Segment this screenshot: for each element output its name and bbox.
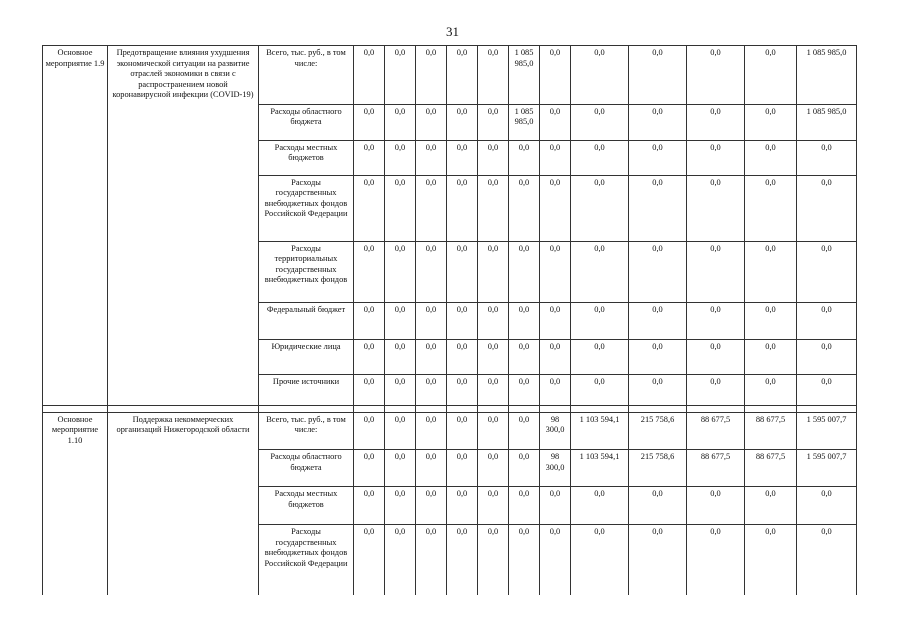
value-cell: 0,0 xyxy=(385,525,416,595)
value-cell: 0,0 xyxy=(385,450,416,487)
value-cell: 0,0 xyxy=(478,104,509,140)
value-cell: 0,0 xyxy=(447,339,478,374)
value-cell: 0,0 xyxy=(509,175,540,241)
value-cell: 0,0 xyxy=(745,302,797,339)
funding-source-cell: Всего, тыс. руб., в том числе: xyxy=(259,46,354,105)
value-cell: 0,0 xyxy=(540,241,571,302)
event-name-cell xyxy=(108,525,259,595)
value-cell: 0,0 xyxy=(571,175,629,241)
event-name-cell: Поддержка некоммерческих организаций Нижегородской области xyxy=(108,412,259,450)
value-cell: 0,0 xyxy=(478,450,509,487)
value-cell: 1 085 985,0 xyxy=(509,46,540,105)
funding-source-cell: Расходы государственных внебюджетных фондов Российской Федерации xyxy=(259,175,354,241)
event-name-cell xyxy=(108,175,259,241)
value-cell: 0,0 xyxy=(354,487,385,525)
table-row xyxy=(43,487,857,525)
event-cell xyxy=(43,487,108,525)
value-cell: 0,0 xyxy=(354,302,385,339)
value-cell: 0,0 xyxy=(478,412,509,450)
value-cell: 0,0 xyxy=(687,241,745,302)
funding-source-cell: Расходы местных бюджетов xyxy=(259,140,354,175)
value-cell: 0,0 xyxy=(416,450,447,487)
value-cell: 0,0 xyxy=(797,525,857,595)
value-cell: 1 085 985,0 xyxy=(797,46,857,105)
value-cell: 0,0 xyxy=(687,525,745,595)
value-cell: 88 677,5 xyxy=(687,412,745,450)
value-cell: 0,0 xyxy=(509,487,540,525)
table-row xyxy=(43,525,857,595)
value-cell: 0,0 xyxy=(571,302,629,339)
value-cell: 0,0 xyxy=(571,241,629,302)
value-cell: 0,0 xyxy=(745,140,797,175)
value-cell: 0,0 xyxy=(354,104,385,140)
value-cell: 0,0 xyxy=(478,140,509,175)
value-cell: 0,0 xyxy=(745,175,797,241)
value-cell: 1 085 985,0 xyxy=(509,104,540,140)
event-name-cell xyxy=(108,104,259,140)
value-cell: 88 677,5 xyxy=(687,450,745,487)
value-cell: 0,0 xyxy=(447,450,478,487)
event-name-cell xyxy=(108,450,259,487)
value-cell: 0,0 xyxy=(540,46,571,105)
event-cell xyxy=(43,374,108,405)
value-cell: 1 103 594,1 xyxy=(571,450,629,487)
value-cell: 0,0 xyxy=(629,241,687,302)
event-cell: Основное мероприятие 1.10 xyxy=(43,412,108,450)
value-cell: 0,0 xyxy=(416,104,447,140)
event-name-cell xyxy=(108,339,259,374)
block-separator xyxy=(43,405,857,412)
value-cell: 0,0 xyxy=(687,140,745,175)
event-name-cell xyxy=(108,241,259,302)
value-cell: 215 758,6 xyxy=(629,412,687,450)
event-cell: Основное мероприятие 1.9 xyxy=(43,46,108,105)
value-cell: 0,0 xyxy=(745,374,797,405)
funding-source-cell: Прочие источники xyxy=(259,374,354,405)
value-cell: 0,0 xyxy=(687,487,745,525)
value-cell: 0,0 xyxy=(797,339,857,374)
value-cell: 0,0 xyxy=(540,302,571,339)
value-cell: 0,0 xyxy=(509,339,540,374)
value-cell: 1 595 007,7 xyxy=(797,412,857,450)
value-cell: 0,0 xyxy=(797,374,857,405)
event-name-cell xyxy=(108,487,259,525)
funding-source-cell: Расходы местных бюджетов xyxy=(259,487,354,525)
value-cell: 0,0 xyxy=(447,487,478,525)
event-cell xyxy=(43,450,108,487)
value-cell: 88 677,5 xyxy=(745,450,797,487)
value-cell: 98 300,0 xyxy=(540,412,571,450)
value-cell: 1 085 985,0 xyxy=(797,104,857,140)
value-cell: 0,0 xyxy=(629,487,687,525)
event-cell xyxy=(43,104,108,140)
value-cell: 0,0 xyxy=(385,412,416,450)
value-cell: 0,0 xyxy=(797,175,857,241)
funding-source-cell: Юридические лица xyxy=(259,339,354,374)
value-cell: 0,0 xyxy=(447,525,478,595)
value-cell: 0,0 xyxy=(354,46,385,105)
value-cell: 0,0 xyxy=(416,339,447,374)
program-budget-table xyxy=(42,45,857,595)
value-cell: 0,0 xyxy=(540,374,571,405)
event-name-cell xyxy=(108,140,259,175)
value-cell: 1 103 594,1 xyxy=(571,412,629,450)
value-cell: 0,0 xyxy=(571,487,629,525)
value-cell: 0,0 xyxy=(478,175,509,241)
table-row xyxy=(43,241,857,302)
table-row xyxy=(43,339,857,374)
value-cell: 0,0 xyxy=(540,525,571,595)
value-cell: 0,0 xyxy=(571,104,629,140)
funding-source-cell: Всего, тыс. руб., в том числе: xyxy=(259,412,354,450)
value-cell: 0,0 xyxy=(571,374,629,405)
value-cell: 0,0 xyxy=(571,339,629,374)
page-number: 31 xyxy=(446,24,459,39)
value-cell: 0,0 xyxy=(478,302,509,339)
table-row xyxy=(43,450,857,487)
value-cell: 0,0 xyxy=(354,140,385,175)
value-cell: 0,0 xyxy=(509,412,540,450)
value-cell: 0,0 xyxy=(447,46,478,105)
value-cell: 0,0 xyxy=(416,46,447,105)
value-cell: 0,0 xyxy=(629,140,687,175)
value-cell: 0,0 xyxy=(478,487,509,525)
value-cell: 0,0 xyxy=(509,140,540,175)
value-cell: 0,0 xyxy=(745,46,797,105)
value-cell: 0,0 xyxy=(385,46,416,105)
value-cell: 0,0 xyxy=(571,46,629,105)
value-cell: 0,0 xyxy=(416,525,447,595)
event-cell xyxy=(43,140,108,175)
value-cell: 0,0 xyxy=(797,487,857,525)
value-cell: 98 300,0 xyxy=(540,450,571,487)
value-cell: 0,0 xyxy=(540,104,571,140)
value-cell: 0,0 xyxy=(540,175,571,241)
event-name-cell xyxy=(108,374,259,405)
value-cell: 0,0 xyxy=(540,487,571,525)
funding-source-cell: Расходы государственных внебюджетных фондов Российской Федерации xyxy=(259,525,354,595)
value-cell: 0,0 xyxy=(416,374,447,405)
value-cell: 0,0 xyxy=(354,412,385,450)
value-cell: 0,0 xyxy=(385,104,416,140)
value-cell: 0,0 xyxy=(629,525,687,595)
value-cell: 0,0 xyxy=(629,339,687,374)
value-cell: 0,0 xyxy=(447,175,478,241)
value-cell: 0,0 xyxy=(687,374,745,405)
value-cell: 0,0 xyxy=(354,374,385,405)
value-cell: 0,0 xyxy=(354,339,385,374)
value-cell: 0,0 xyxy=(687,104,745,140)
value-cell: 0,0 xyxy=(416,412,447,450)
event-name-cell xyxy=(108,302,259,339)
value-cell: 0,0 xyxy=(687,302,745,339)
table-row xyxy=(43,412,857,450)
value-cell: 0,0 xyxy=(447,412,478,450)
value-cell: 0,0 xyxy=(354,175,385,241)
value-cell: 0,0 xyxy=(629,104,687,140)
event-cell xyxy=(43,175,108,241)
table-row xyxy=(43,374,857,405)
value-cell: 0,0 xyxy=(687,339,745,374)
value-cell: 0,0 xyxy=(629,46,687,105)
value-cell: 0,0 xyxy=(385,302,416,339)
value-cell: 0,0 xyxy=(385,374,416,405)
event-cell xyxy=(43,241,108,302)
value-cell: 0,0 xyxy=(478,339,509,374)
funding-source-cell: Расходы территориальных государственных внебюджетных фондов xyxy=(259,241,354,302)
value-cell: 0,0 xyxy=(416,175,447,241)
value-cell: 0,0 xyxy=(354,525,385,595)
value-cell: 0,0 xyxy=(797,302,857,339)
value-cell: 88 677,5 xyxy=(745,412,797,450)
value-cell: 0,0 xyxy=(354,450,385,487)
table-row xyxy=(43,104,857,140)
value-cell: 0,0 xyxy=(509,450,540,487)
value-cell: 0,0 xyxy=(745,487,797,525)
value-cell: 0,0 xyxy=(416,302,447,339)
value-cell: 0,0 xyxy=(797,241,857,302)
value-cell: 0,0 xyxy=(447,104,478,140)
table-row xyxy=(43,46,857,105)
value-cell: 0,0 xyxy=(385,140,416,175)
value-cell: 0,0 xyxy=(687,46,745,105)
value-cell: 0,0 xyxy=(447,374,478,405)
value-cell: 1 595 007,7 xyxy=(797,450,857,487)
table-row xyxy=(43,302,857,339)
value-cell: 0,0 xyxy=(687,175,745,241)
funding-source-cell: Федеральный бюджет xyxy=(259,302,354,339)
value-cell: 0,0 xyxy=(447,241,478,302)
value-cell: 0,0 xyxy=(385,175,416,241)
value-cell: 0,0 xyxy=(540,140,571,175)
value-cell: 0,0 xyxy=(745,339,797,374)
event-cell xyxy=(43,525,108,595)
value-cell: 0,0 xyxy=(745,525,797,595)
funding-source-cell: Расходы областного бюджета xyxy=(259,104,354,140)
value-cell: 0,0 xyxy=(478,525,509,595)
value-cell: 0,0 xyxy=(509,302,540,339)
value-cell: 0,0 xyxy=(745,104,797,140)
value-cell: 0,0 xyxy=(416,241,447,302)
value-cell: 0,0 xyxy=(385,241,416,302)
value-cell: 0,0 xyxy=(797,140,857,175)
value-cell: 0,0 xyxy=(629,374,687,405)
value-cell: 0,0 xyxy=(509,241,540,302)
value-cell: 0,0 xyxy=(385,339,416,374)
value-cell: 0,0 xyxy=(478,374,509,405)
event-cell xyxy=(43,339,108,374)
value-cell: 0,0 xyxy=(385,487,416,525)
value-cell: 0,0 xyxy=(447,140,478,175)
value-cell: 0,0 xyxy=(354,241,385,302)
value-cell: 0,0 xyxy=(629,175,687,241)
value-cell: 0,0 xyxy=(571,140,629,175)
value-cell: 0,0 xyxy=(571,525,629,595)
value-cell: 0,0 xyxy=(416,140,447,175)
value-cell: 0,0 xyxy=(745,241,797,302)
value-cell: 0,0 xyxy=(629,302,687,339)
value-cell: 0,0 xyxy=(478,46,509,105)
value-cell: 0,0 xyxy=(447,302,478,339)
value-cell: 0,0 xyxy=(509,374,540,405)
value-cell: 0,0 xyxy=(540,339,571,374)
value-cell: 0,0 xyxy=(416,487,447,525)
value-cell: 215 758,6 xyxy=(629,450,687,487)
funding-source-cell: Расходы областного бюджета xyxy=(259,450,354,487)
event-name-cell: Предотвращение влияния ухудшения экономической ситуации на развитие отраслей экономики в связи с распространением новой коронавирусной инфекции (COVID-19) xyxy=(108,46,259,105)
value-cell: 0,0 xyxy=(509,525,540,595)
table-row xyxy=(43,175,857,241)
value-cell: 0,0 xyxy=(478,241,509,302)
table-row xyxy=(43,140,857,175)
event-cell xyxy=(43,302,108,339)
